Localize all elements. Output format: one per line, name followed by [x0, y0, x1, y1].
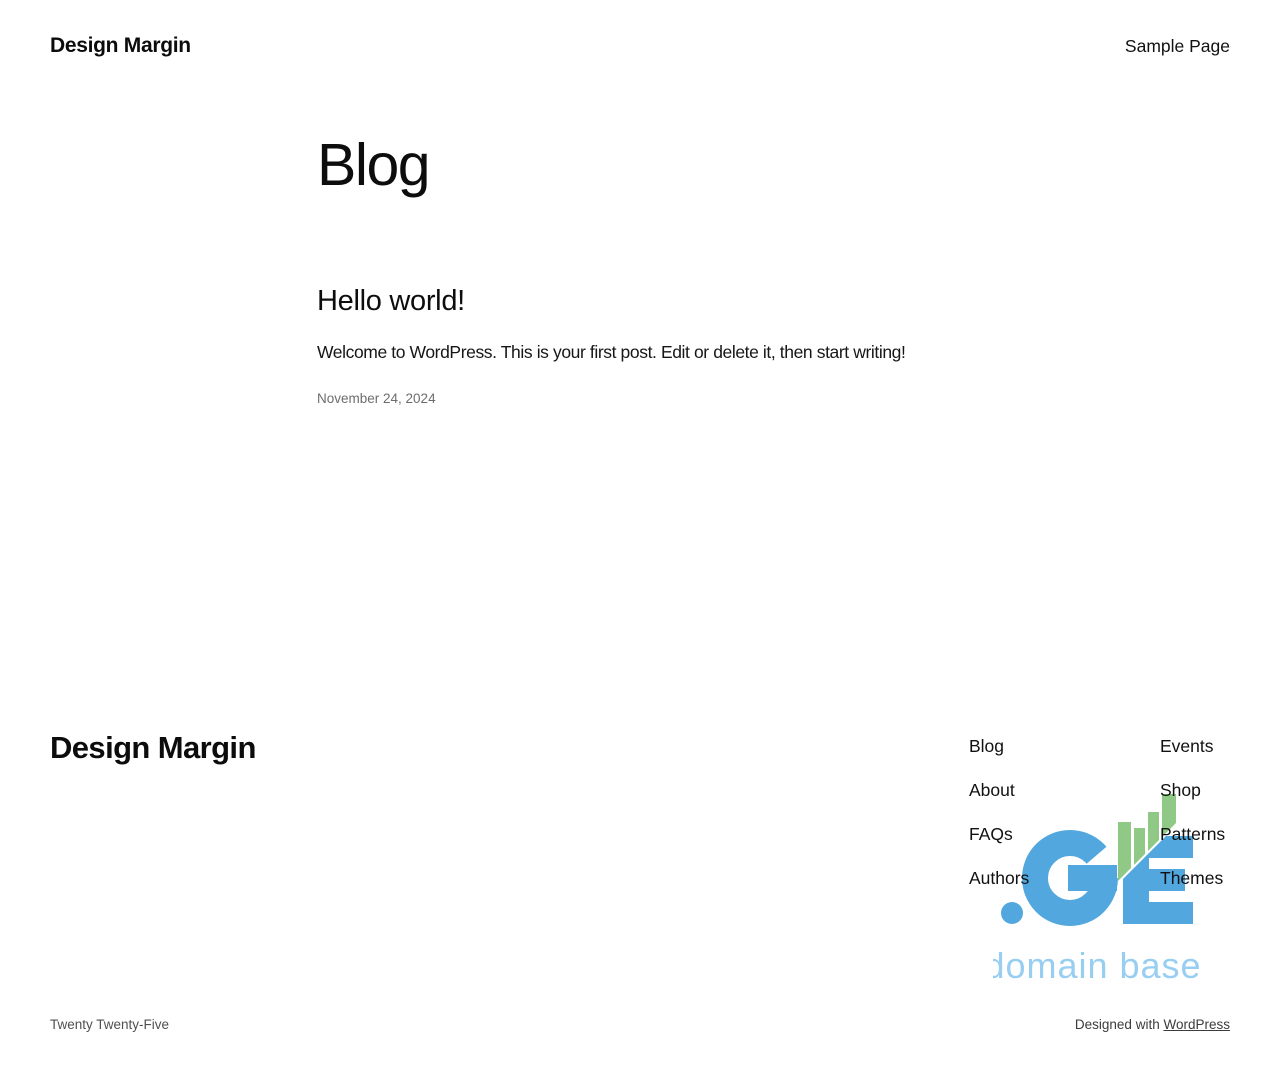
wordpress-link[interactable]: WordPress [1163, 1017, 1230, 1032]
logo-subtitle: domain base [993, 945, 1202, 986]
footer-bottom [50, 1017, 1230, 1032]
designed-with-prefix: Designed with [1074, 1017, 1164, 1032]
post-date: November 24, 2024 [317, 390, 436, 406]
theme-name: Twenty Twenty-Five [50, 1017, 170, 1032]
footer-link-faqs[interactable]: FAQs [969, 824, 1013, 844]
site-header [0, 0, 1280, 72]
footer-link-blog[interactable]: Blog [969, 736, 1005, 756]
footer-link-themes[interactable]: Themes [1160, 868, 1224, 888]
header-nav [1125, 36, 1230, 57]
page-title: Blog [317, 132, 430, 198]
footer-link-patterns[interactable]: Patterns [1160, 824, 1226, 844]
post-title[interactable]: Hello world! [317, 284, 465, 317]
post [317, 284, 963, 406]
footer-top [50, 731, 1230, 888]
nav-sample-page[interactable]: Sample Page [1124, 35, 1230, 56]
footer-link-events[interactable]: Events [1160, 736, 1214, 756]
site-title[interactable]: Design Margin [50, 34, 191, 57]
footer-link-authors[interactable]: Authors [969, 868, 1030, 888]
footer-link-shop[interactable]: Shop [1160, 780, 1201, 800]
footer-nav [969, 736, 1230, 888]
footer-site-title[interactable]: Design Margin [50, 730, 256, 765]
main-content [317, 134, 963, 406]
footer-link-about[interactable]: About [969, 780, 1015, 800]
designed-with [1075, 1017, 1230, 1032]
logo-dot [1001, 902, 1023, 924]
post-excerpt: Welcome to WordPress. This is your first post. Edit or delete it, then start writing! [317, 341, 906, 362]
